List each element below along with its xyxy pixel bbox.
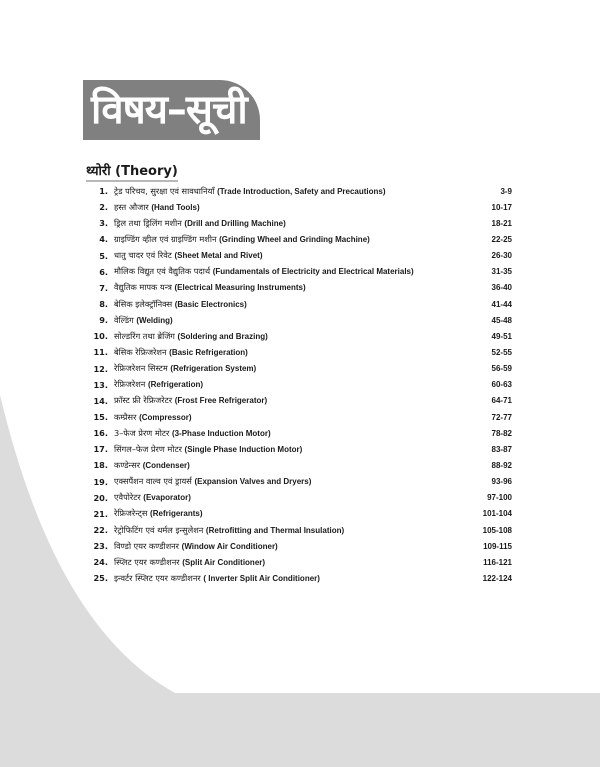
toc-entry-title [114, 460, 452, 471]
toc-entry-pages: 122-124 [482, 573, 512, 583]
toc-entry [92, 183, 512, 199]
toc-entry-title-english: (Expansion Valves and Dryers) [194, 477, 312, 487]
toc-entry-title [114, 315, 452, 326]
toc-entry-title-hindi: इन्वर्टर स्प्लिट एयर कण्डीशनर [114, 572, 201, 583]
toc-entry-title-hindi: सिंगल–फेज प्रेरण मोटर [114, 443, 182, 454]
toc-entry-pages: 88-92 [491, 460, 512, 470]
toc-entry-number: 2. [99, 202, 108, 213]
toc-entry [92, 522, 512, 538]
section-heading-theory: थ्योरी (Theory) [86, 161, 178, 182]
toc-entry-number: 22. [93, 525, 108, 536]
toc-entry [92, 312, 512, 328]
toc-entry-title-english: (Refrigeration) [147, 380, 204, 390]
toc-entry [92, 328, 512, 344]
toc-entry [92, 280, 512, 296]
toc-entry-title-english: (3-Phase Induction Motor) [171, 428, 271, 438]
toc-entry-title-hindi: रेट्रोफिटिंग एवं थर्मल इन्सुलेशन [114, 524, 204, 535]
toc-entry-title-hindi: कम्प्रैसर [114, 411, 137, 422]
toc-entry-pages: 93-96 [491, 477, 512, 487]
toc-entry-number: 9. [99, 315, 108, 326]
toc-entry [92, 361, 512, 377]
toc-entry-title-english: (Soldering and Brazing) [177, 331, 268, 341]
toc-entry [92, 199, 512, 215]
toc-entry-title [114, 347, 452, 358]
toc-entry [92, 393, 512, 409]
toc-entry-number: 14. [93, 395, 108, 406]
toc-entry-pages: 49-51 [491, 331, 512, 341]
toc-entry-pages: 64-71 [491, 396, 512, 406]
toc-entry-pages: 36-40 [491, 283, 512, 293]
toc-entry [92, 457, 512, 473]
toc-entry-title-english: (Evaporator) [143, 493, 191, 503]
toc-entry-title [114, 412, 452, 423]
toc-entry-title [114, 218, 452, 229]
toc-entry-pages: 101-104 [482, 509, 512, 519]
toc-entry-title [114, 266, 452, 277]
toc-entry-title-english: (Electrical Measuring Instruments) [174, 283, 306, 293]
title-tab [83, 80, 260, 140]
toc-entry-title-hindi: स्प्लिट एयर कण्डीशनर [114, 556, 180, 567]
toc-entry-title-hindi: वैद्युतिक मापक यन्त्र [114, 282, 172, 293]
toc-entry-title-english: (Single Phase Induction Motor) [184, 444, 303, 454]
toc-entry-pages: 18-21 [491, 218, 512, 228]
toc-entry-number: 5. [99, 250, 108, 261]
toc-entry-number: 7. [99, 282, 108, 293]
background-band [0, 693, 600, 767]
toc-entry-pages: 52-55 [491, 347, 512, 357]
toc-entry-title [114, 395, 452, 406]
toc-entry-title-english: (Compressor) [139, 412, 192, 422]
toc-entry-title [114, 476, 452, 487]
toc-entry [92, 474, 512, 490]
toc-entry-title-english: (Split Air Conditioner) [182, 557, 266, 567]
toc-entry-title [114, 557, 452, 568]
toc-entry-title-hindi: एवैपोरेटर [114, 492, 141, 503]
toc-entry-title-hindi: रेफ्रिजरेन्ट्स [114, 508, 148, 519]
toc-entry-number: 12. [93, 363, 108, 374]
toc-entry-pages: 31-35 [491, 267, 512, 277]
toc-entry [92, 377, 512, 393]
toc-entry-title-english: (Welding) [136, 315, 173, 325]
toc-entry-number: 25. [93, 573, 108, 584]
toc-entry [92, 425, 512, 441]
toc-entry-title [114, 428, 452, 439]
toc-entry [92, 490, 512, 506]
toc-entry-number: 18. [93, 460, 108, 471]
page-title: विषय–सूची [91, 87, 247, 133]
toc-entry-title-english: (Refrigerants) [150, 509, 203, 519]
toc-entry-title-english: (Trade Introduction, Safety and Precautions) [217, 186, 386, 196]
toc-entry-number: 20. [93, 492, 108, 503]
toc-entry-title [114, 186, 452, 197]
toc-entry-pages: 10-17 [491, 202, 512, 212]
toc-entry-number: 8. [99, 299, 108, 310]
toc-entry-title [114, 363, 452, 374]
toc-entry-title-hindi: ग्राइण्डिंग व्हील एवं ग्राइण्डिंग मशीन [114, 233, 217, 244]
toc-entry-title [114, 299, 452, 310]
toc-entry [92, 264, 512, 280]
toc-entry-number: 1. [99, 186, 108, 197]
toc-entry-title [114, 379, 452, 390]
toc-entry-pages: 60-63 [491, 380, 512, 390]
toc-entry-number: 23. [93, 541, 108, 552]
toc-entry-title-hindi: विण्डो एयर कण्डीशनर [114, 540, 180, 551]
toc-entry-title-hindi: रेफ्रिजरेशन [114, 379, 146, 390]
toc-entry [92, 344, 512, 360]
toc-entry-pages: 83-87 [491, 444, 512, 454]
toc-entry-title-english: (Refrigeration System) [170, 364, 257, 374]
toc-entry-title-english: (Window Air Conditioner) [181, 541, 278, 551]
toc-entry-title-hindi: एक्सपैंशन वाल्व एवं ड्रायर्स [114, 476, 192, 487]
toc-entry-title-english: (Hand Tools) [151, 202, 200, 212]
toc-entry-number: 13. [93, 379, 108, 390]
toc-entry-pages: 22-25 [491, 234, 512, 244]
toc-entry-pages: 97-100 [487, 493, 512, 503]
toc-entry-pages: 45-48 [491, 315, 512, 325]
toc-entry-title-english: ( Inverter Split Air Conditioner) [203, 573, 320, 583]
toc-entry-title-hindi: धातु चादर एवं रिवेट [114, 250, 172, 261]
toc-entry-pages: 72-77 [491, 412, 512, 422]
toc-entry-title-hindi: वेल्डिंग [114, 314, 134, 325]
toc-entry-title-hindi: रेफ्रिजरेशन सिस्टम [114, 363, 168, 374]
toc-entry-title-english: (Fundamentals of Electricity and Electrical Materials) [212, 267, 414, 277]
toc-entry-title-hindi: बेसिक रेफ्रिजरेशन [114, 346, 167, 357]
toc-entry-title [114, 331, 452, 342]
toc-entry-title-hindi: फ्रॉस्ट फ्री रेफ्रिजरेटर [114, 395, 173, 406]
toc-entry-title-english: (Grinding Wheel and Grinding Machine) [219, 234, 370, 244]
toc-entry-number: 19. [93, 476, 108, 487]
toc-entry-title-hindi: ड्रिल तथा ड्रिलिंग मशीन [114, 217, 182, 228]
toc-entry-title-english: (Frost Free Refrigerator) [174, 396, 268, 406]
toc-entry-title [114, 541, 452, 552]
toc-entry [92, 215, 512, 231]
toc-entry-pages: 116-121 [483, 557, 512, 567]
toc-entry [92, 248, 512, 264]
toc-entry-title [114, 282, 452, 293]
toc-entry-title-hindi: मौलिक विद्युत एवं वैद्युतिक पदार्थ [114, 266, 211, 277]
toc-entry-title [114, 202, 452, 213]
toc-entry-title-hindi: ट्रेड परिचय, सुरक्षा एवं सावधानियाँ [114, 185, 215, 196]
toc-entry-pages: 3-9 [500, 186, 512, 196]
toc-entry-number: 16. [93, 428, 108, 439]
toc-entry-title [114, 234, 452, 245]
toc-entry-number: 3. [99, 218, 108, 229]
table-of-contents [92, 183, 512, 587]
toc-entry-title-hindi: कण्डेन्सर [114, 459, 141, 470]
toc-entry-number: 15. [93, 412, 108, 423]
toc-entry-title-english: (Drill and Drilling Machine) [184, 218, 286, 228]
toc-entry-number: 4. [99, 234, 108, 245]
toc-entry-title [114, 525, 452, 536]
toc-entry-title [114, 492, 452, 503]
toc-entry-title-hindi: बेसिक इलेक्ट्रॉनिक्स [114, 298, 173, 309]
toc-entry-pages: 41-44 [491, 299, 512, 309]
toc-entry-title-english: (Retrofitting and Thermal Insulation) [205, 525, 345, 535]
toc-entry-title-english: (Sheet Metal and Rivet) [174, 251, 263, 261]
toc-entry-title [114, 508, 452, 519]
toc-entry [92, 554, 512, 570]
toc-entry-title [114, 573, 452, 584]
toc-entry-number: 24. [93, 557, 108, 568]
toc-entry-pages: 105-108 [482, 525, 512, 535]
toc-entry [92, 570, 512, 586]
toc-entry-number: 21. [93, 508, 108, 519]
toc-entry-title [114, 444, 452, 455]
toc-entry-title [114, 250, 452, 261]
toc-entry [92, 409, 512, 425]
toc-entry-pages: 26-30 [491, 251, 512, 261]
toc-entry-number: 17. [93, 444, 108, 455]
toc-entry-title-english: (Basic Electronics) [174, 299, 247, 309]
toc-entry-title-english: (Condenser) [142, 460, 190, 470]
toc-entry-pages: 78-82 [491, 428, 512, 438]
toc-entry [92, 538, 512, 554]
toc-entry [92, 506, 512, 522]
toc-entry [92, 296, 512, 312]
toc-entry-number: 11. [93, 347, 108, 358]
toc-entry-title-english: (Basic Refrigeration) [169, 347, 248, 357]
toc-entry [92, 231, 512, 247]
toc-entry-title-hindi: हस्त औजार [114, 201, 149, 212]
toc-entry-pages: 109-115 [483, 541, 512, 551]
toc-entry [92, 441, 512, 457]
toc-entry-number: 10. [93, 331, 108, 342]
toc-entry-title-hindi: सोल्डरिंग तथा ब्रेजिंग [114, 330, 175, 341]
toc-entry-pages: 56-59 [491, 364, 512, 374]
toc-entry-number: 6. [99, 266, 108, 277]
toc-entry-title-hindi: 3–फेज प्रेरण मोटर [114, 427, 170, 438]
